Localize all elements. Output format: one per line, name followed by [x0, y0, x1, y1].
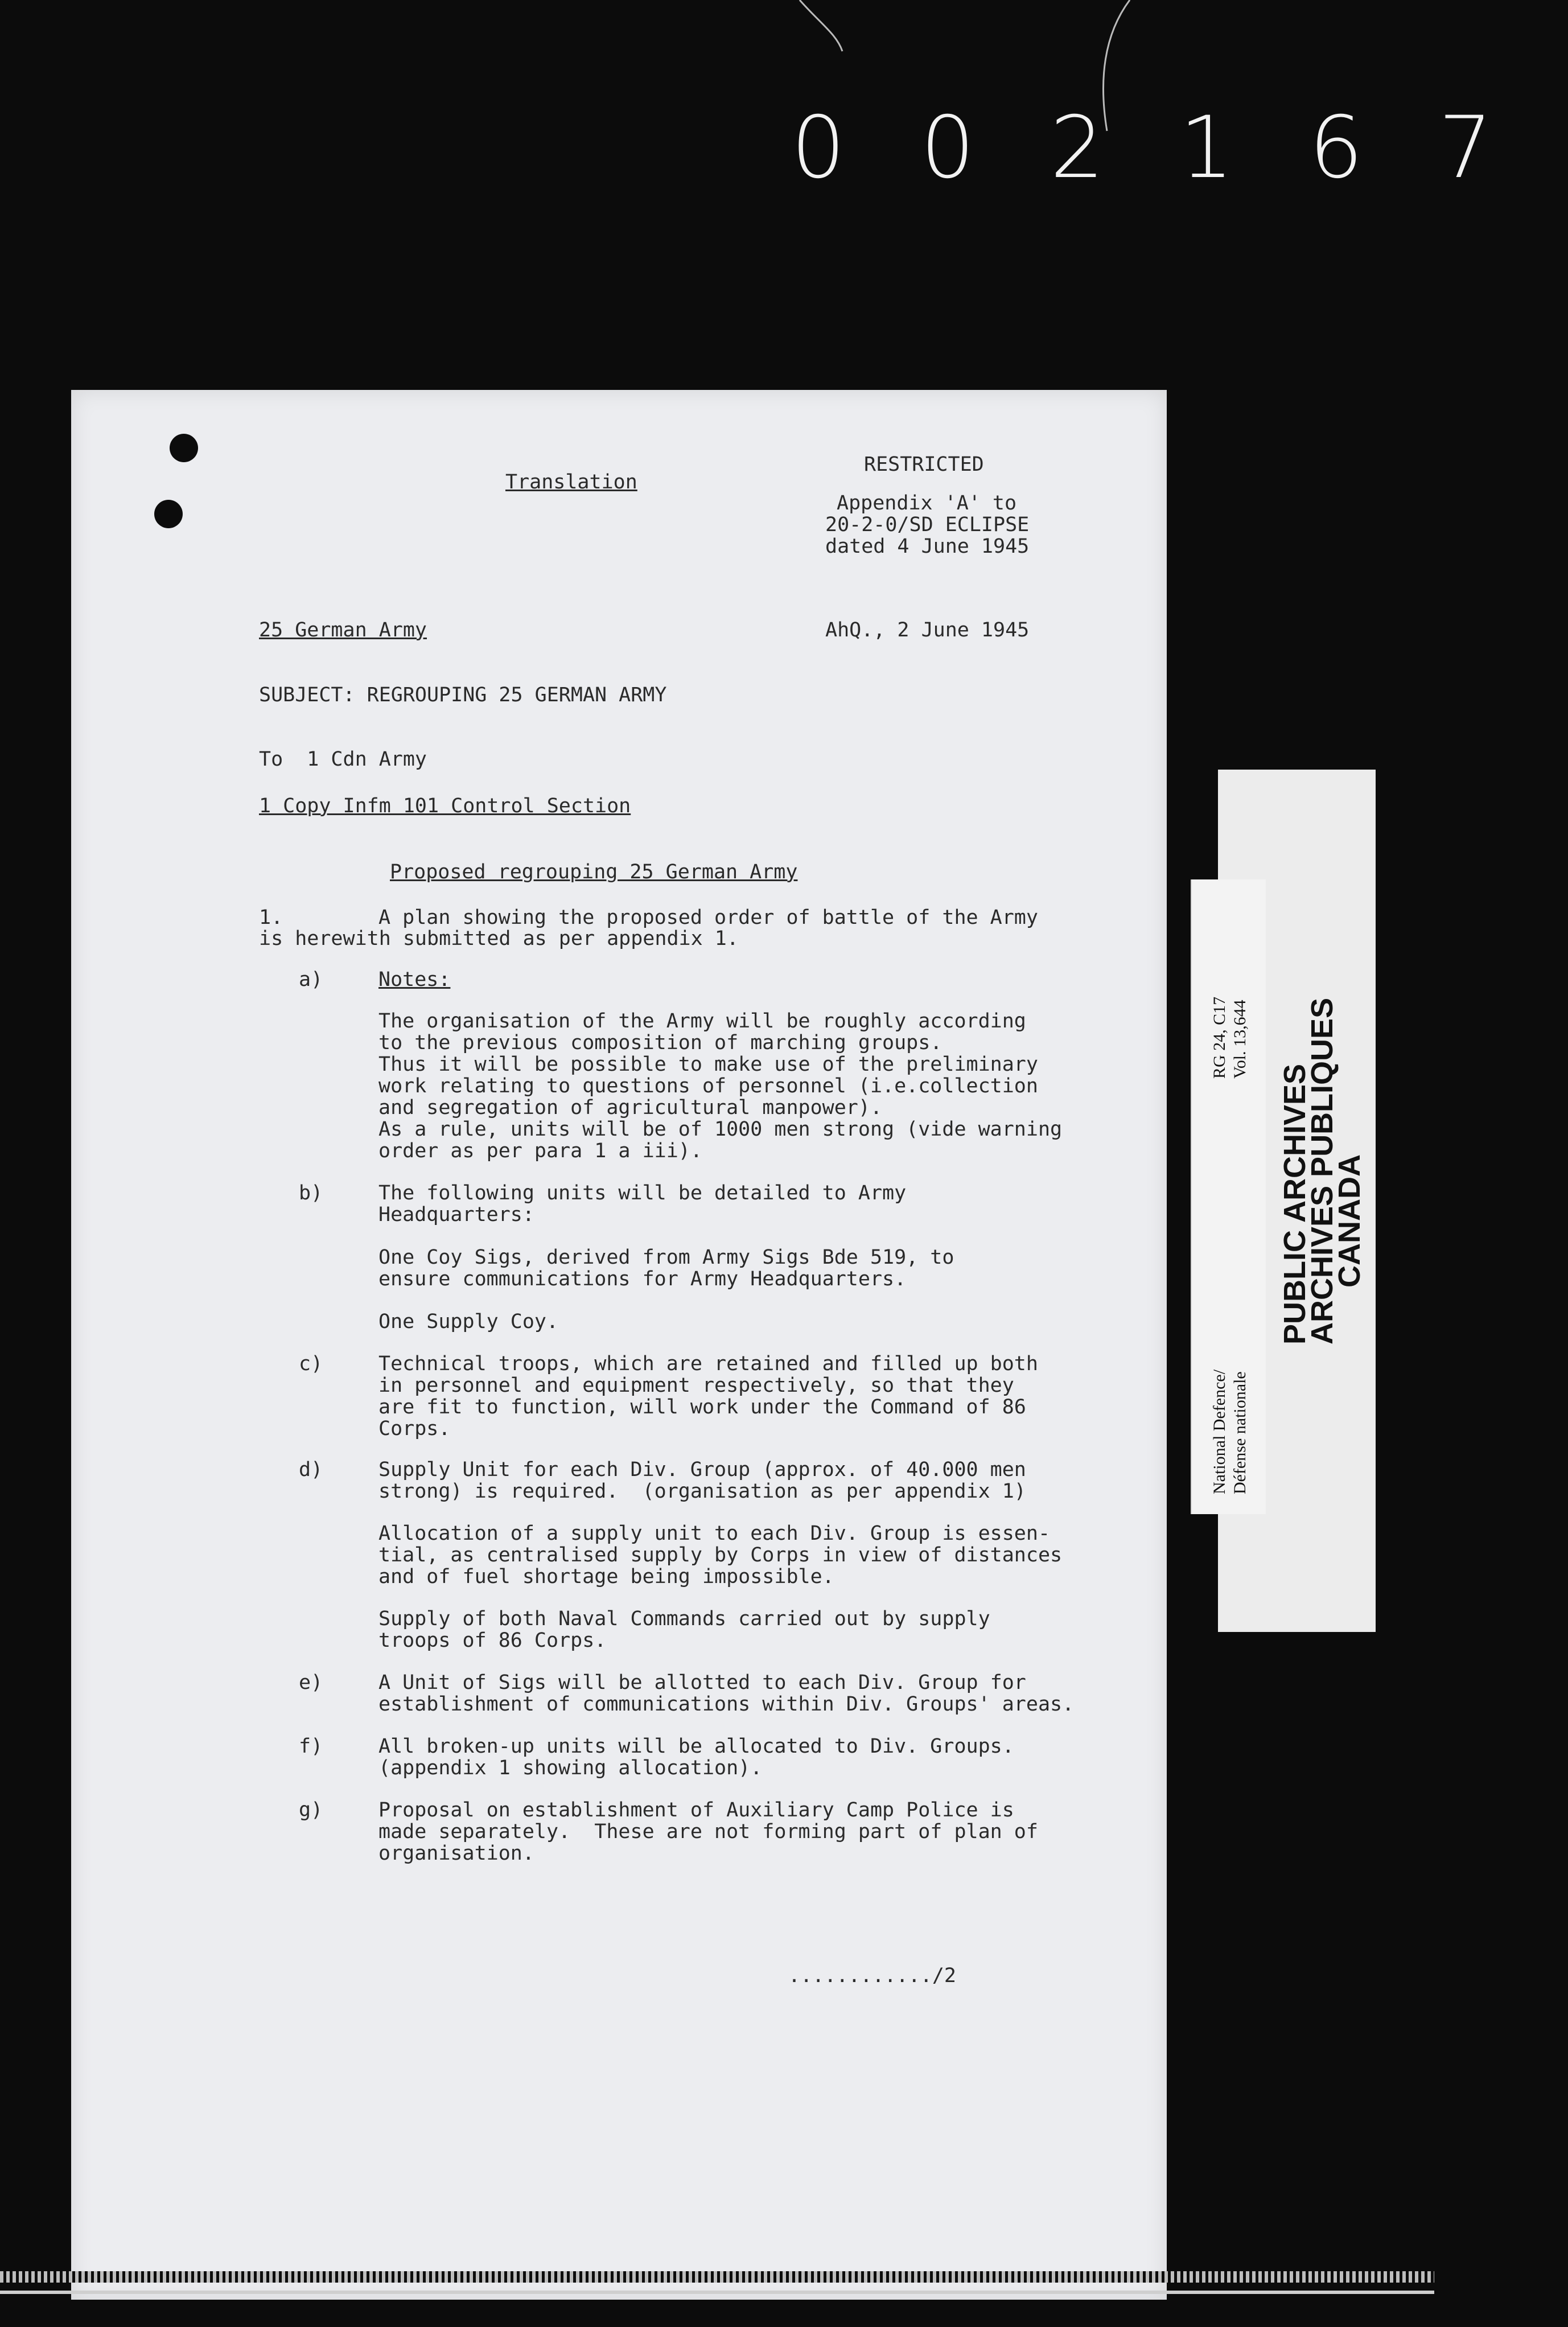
item-line: and of fuel shortage being impossible. — [378, 1565, 834, 1588]
item-label: b) — [299, 1182, 323, 1204]
continuation-marker: ............/2 — [788, 1964, 957, 1987]
archive-ref-line-1: RG 24, C17 — [1210, 996, 1229, 1079]
para-line: is herewith submitted as per appendix 1. — [259, 927, 739, 950]
item-line: Corps. — [378, 1417, 451, 1440]
appendix-line-2: 20-2-0/SD ECLIPSE — [825, 513, 1030, 536]
item-line: Allocation of a supply unit to each Div. Group is essen- — [378, 1522, 1051, 1545]
item-line: tial, as centralised supply by Corps in view of distances — [378, 1544, 1063, 1567]
item-label: d) — [299, 1458, 323, 1481]
film-edge-perforation — [0, 2271, 1434, 2283]
item-line: (appendix 1 showing allocation). — [378, 1757, 763, 1779]
appendix-line-3: dated 4 June 1945 — [825, 535, 1030, 558]
copy-line: 1 Copy Infm 101 Control Section — [259, 795, 631, 817]
subject-line: SUBJECT: REGROUPING 25 GERMAN ARMY — [259, 684, 667, 706]
appendix-line-1: Appendix 'A' to — [837, 492, 1017, 515]
item-line: made separately. These are not forming part of plan of — [378, 1820, 1038, 1843]
item-line: work relating to questions of personnel (i.e.collection — [378, 1075, 1038, 1097]
item-line: Headquarters: — [378, 1203, 534, 1226]
item-line: Supply Unit for each Div. Group (approx. of 40.000 men — [378, 1458, 1026, 1481]
film-scratch-marks — [0, 0, 1568, 228]
archive-stamp-line-3: CANADA — [1332, 1154, 1367, 1288]
film-edge-line — [0, 2291, 1434, 2294]
item-line: Thus it will be possible to make use of the preliminary — [378, 1053, 1038, 1076]
item-line: All broken-up units will be allocated to Div. Groups. — [378, 1735, 1014, 1758]
item-line: One Supply Coy. — [378, 1310, 559, 1333]
addressee-line: To 1 Cdn Army — [259, 748, 427, 771]
section-title: Proposed regrouping 25 German Army — [390, 861, 798, 883]
item-label: f) — [299, 1735, 323, 1758]
item-line: A Unit of Sigs will be allotted to each Div. Group for — [378, 1671, 1026, 1694]
para-number: 1. — [259, 906, 283, 929]
item-line: troops of 86 Corps. — [378, 1629, 607, 1652]
item-line: Proposal on establishment of Auxiliary Camp Police is — [378, 1799, 1014, 1822]
item-line: organisation. — [378, 1842, 534, 1865]
hq-date: AhQ., 2 June 1945 — [825, 619, 1030, 642]
item-line: order as per para 1 a iii). — [378, 1140, 702, 1162]
archive-dept-line-2: Défense nationale — [1230, 1371, 1249, 1494]
item-line: establishment of communications within Div. Groups' areas. — [378, 1693, 1075, 1716]
archive-ref-line-2: Vol. 13,644 — [1230, 1000, 1249, 1079]
item-line: One Coy Sigs, derived from Army Sigs Bde 519, to — [378, 1246, 954, 1269]
item-line: strong) is required. (organisation as per appendix 1) — [378, 1480, 1026, 1503]
item-line: ensure communications for Army Headquarters. — [378, 1268, 907, 1290]
document-page — [71, 390, 1167, 2300]
item-line: As a rule, units will be of 1000 men strong (vide warning — [378, 1118, 1063, 1141]
translation-heading: Translation — [505, 471, 637, 494]
notes-heading: Notes: — [378, 968, 451, 991]
item-line: are fit to function, will work under the Command of 86 — [378, 1396, 1026, 1419]
item-line: Technical troops, which are retained and filled up both — [378, 1352, 1038, 1375]
item-line: Supply of both Naval Commands carried out by supply — [378, 1607, 990, 1630]
item-line: to the previous composition of marching groups. — [378, 1031, 943, 1054]
punch-hole-bottom — [154, 500, 183, 528]
classification-marking: RESTRICTED — [864, 453, 984, 476]
para-line: A plan showing the proposed order of battle of the Army — [378, 906, 1038, 929]
item-label: e) — [299, 1671, 323, 1694]
item-line: in personnel and equipment respectively, so that they — [378, 1374, 1014, 1397]
item-label: c) — [299, 1352, 323, 1375]
archive-stamp-line-1: PUBLIC ARCHIVES — [1278, 1063, 1312, 1345]
item-line: and segregation of agricultural manpower). — [378, 1096, 883, 1119]
sender-line: 25 German Army — [259, 619, 427, 642]
archive-stamp-line-2: ARCHIVES PUBLIQUES — [1305, 997, 1339, 1345]
punch-hole-top — [170, 434, 198, 462]
item-label: a) — [299, 968, 323, 991]
item-line: The organisation of the Army will be roughly according — [378, 1010, 1026, 1033]
item-line: The following units will be detailed to Army — [378, 1182, 907, 1204]
item-label: g) — [299, 1799, 323, 1822]
frame-number: 002167 — [791, 98, 1568, 198]
archive-dept-line-1: National Defence/ — [1210, 1369, 1229, 1494]
archive-reference-label — [1191, 879, 1266, 1514]
